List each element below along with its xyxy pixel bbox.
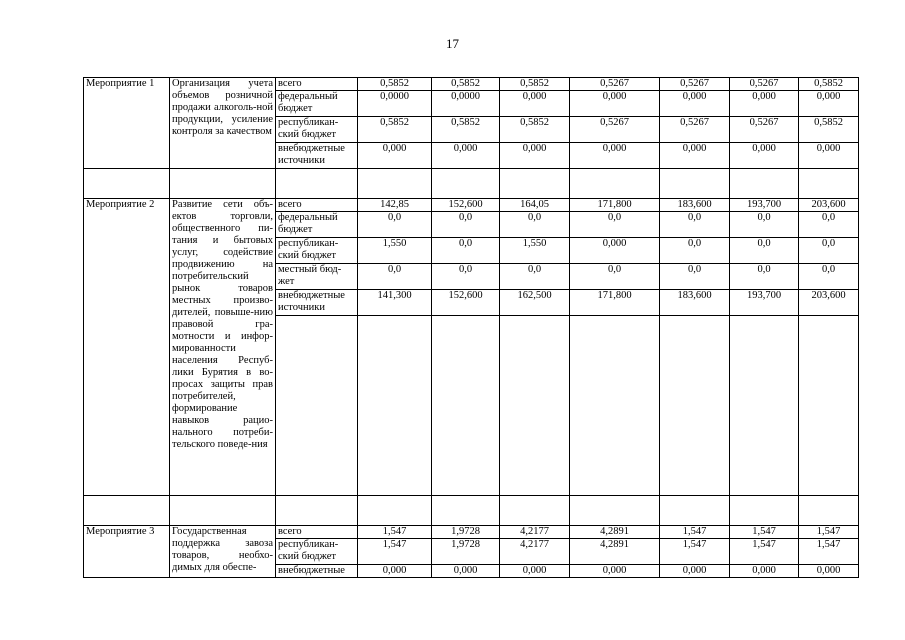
value-cell: 0,000 <box>500 91 570 117</box>
empty-cell <box>660 169 730 199</box>
funding-source: всего <box>276 78 358 91</box>
value-cell: 1,547 <box>358 539 432 565</box>
empty-cell <box>570 316 660 496</box>
value-cell: 0,000 <box>570 238 660 264</box>
value-cell: 1,9728 <box>432 539 500 565</box>
value-cell: 0,5267 <box>570 117 660 143</box>
value-cell: 0,5852 <box>432 117 500 143</box>
value-cell: 0,5852 <box>500 117 570 143</box>
value-cell: 183,600 <box>660 199 730 212</box>
funding-source: местный бюд-жет <box>276 264 358 290</box>
funding-source: внебюджетные источники <box>276 290 358 316</box>
value-cell: 0,5852 <box>432 78 500 91</box>
value-cell: 142,85 <box>358 199 432 212</box>
empty-cell <box>799 316 859 496</box>
value-cell: 0,5267 <box>660 78 730 91</box>
value-cell: 0,0 <box>730 264 799 290</box>
empty-cell <box>358 169 432 199</box>
budget-table <box>83 77 859 578</box>
budget-table-body <box>84 78 859 578</box>
value-cell: 4,2177 <box>500 526 570 539</box>
value-cell: 193,700 <box>730 199 799 212</box>
value-cell: 183,600 <box>660 290 730 316</box>
value-cell: 1,547 <box>799 526 859 539</box>
value-cell: 0,000 <box>570 143 660 169</box>
value-cell: 0,5267 <box>730 78 799 91</box>
empty-cell <box>500 169 570 199</box>
value-cell: 152,600 <box>432 199 500 212</box>
event-label: Мероприятие 2 <box>84 199 170 496</box>
empty-cell <box>432 496 500 526</box>
value-cell: 0,000 <box>358 565 432 578</box>
funding-source: федеральный бюджет <box>276 212 358 238</box>
value-cell: 0,000 <box>660 565 730 578</box>
value-cell: 0,0 <box>660 212 730 238</box>
value-cell: 0,000 <box>660 143 730 169</box>
value-cell: 0,0 <box>730 238 799 264</box>
value-cell: 171,800 <box>570 290 660 316</box>
value-cell: 0,0 <box>799 238 859 264</box>
value-cell: 0,0 <box>358 212 432 238</box>
value-cell: 0,5267 <box>730 117 799 143</box>
value-cell: 171,800 <box>570 199 660 212</box>
event-label: Мероприятие 3 <box>84 526 170 578</box>
value-cell: 0,0 <box>660 264 730 290</box>
value-cell: 162,500 <box>500 290 570 316</box>
empty-cell <box>660 496 730 526</box>
value-cell: 164,05 <box>500 199 570 212</box>
table-row-gap <box>84 496 859 526</box>
empty-cell <box>276 169 358 199</box>
value-cell: 0,000 <box>432 143 500 169</box>
empty-cell <box>730 316 799 496</box>
value-cell: 0,0 <box>358 264 432 290</box>
funding-source: республикан-ский бюджет <box>276 238 358 264</box>
value-cell: 0,5852 <box>799 117 859 143</box>
empty-cell <box>170 169 276 199</box>
value-cell: 203,600 <box>799 199 859 212</box>
empty-cell <box>799 496 859 526</box>
event-description: Государственная поддержка завоза товаров, необхо-димых для обеспе- <box>170 526 276 578</box>
value-cell: 4,2891 <box>570 526 660 539</box>
value-cell: 0,0 <box>799 212 859 238</box>
value-cell: 0,0 <box>432 264 500 290</box>
value-cell: 0,000 <box>358 143 432 169</box>
value-cell: 0,0 <box>500 264 570 290</box>
value-cell: 203,600 <box>799 290 859 316</box>
value-cell: 0,000 <box>432 565 500 578</box>
value-cell: 0,0 <box>660 238 730 264</box>
value-cell: 0,000 <box>730 565 799 578</box>
empty-cell <box>84 169 170 199</box>
value-cell: 0,0 <box>799 264 859 290</box>
empty-cell <box>660 316 730 496</box>
empty-cell <box>799 169 859 199</box>
funding-source: республикан-ский бюджет <box>276 117 358 143</box>
funding-source: внебюджетные <box>276 565 358 578</box>
value-cell: 141,300 <box>358 290 432 316</box>
value-cell: 4,2177 <box>500 539 570 565</box>
empty-cell <box>500 496 570 526</box>
empty-cell <box>570 169 660 199</box>
value-cell: 1,547 <box>660 539 730 565</box>
value-cell: 4,2891 <box>570 539 660 565</box>
funding-source: внебюджетные источники <box>276 143 358 169</box>
value-cell: 0,000 <box>799 91 859 117</box>
value-cell: 0,000 <box>500 565 570 578</box>
value-cell: 0,000 <box>500 143 570 169</box>
value-cell: 1,550 <box>358 238 432 264</box>
value-cell: 0,0000 <box>432 91 500 117</box>
value-cell: 1,547 <box>660 526 730 539</box>
value-cell: 1,547 <box>730 539 799 565</box>
empty-cell <box>570 496 660 526</box>
empty-cell <box>500 316 570 496</box>
value-cell: 0,0 <box>432 212 500 238</box>
value-cell: 0,5267 <box>570 78 660 91</box>
value-cell: 0,5267 <box>660 117 730 143</box>
value-cell: 193,700 <box>730 290 799 316</box>
funding-source: всего <box>276 526 358 539</box>
empty-cell <box>358 496 432 526</box>
empty-cell <box>84 496 170 526</box>
event-label: Мероприятие 1 <box>84 78 170 169</box>
empty-cell <box>432 316 500 496</box>
value-cell: 0,0 <box>570 264 660 290</box>
empty-cell <box>730 169 799 199</box>
empty-cell <box>730 496 799 526</box>
value-cell: 0,0 <box>730 212 799 238</box>
table-row <box>84 526 859 539</box>
value-cell: 0,000 <box>799 143 859 169</box>
value-cell: 0,5852 <box>358 78 432 91</box>
funding-source: республикан-ский бюджет <box>276 539 358 565</box>
value-cell: 0,0 <box>500 212 570 238</box>
table-row-gap <box>84 169 859 199</box>
event-description: Развитие сети объ-ектов торговли, общественного пи-тания и бытовых услуг, содействие продвижению на потребительский рынок товаров местных произво-дителей, повыше-нию правовой гра-мотности и инфор-мированности населения Респуб-лики Бурятия в во-просах защиты прав потребителей, формирование навыков рацио-нального потреби-тельского поведе-ния <box>170 199 276 496</box>
table-row <box>84 199 859 212</box>
value-cell: 0,5852 <box>500 78 570 91</box>
value-cell: 0,000 <box>730 143 799 169</box>
table-row <box>84 78 859 91</box>
value-cell: 0,000 <box>660 91 730 117</box>
funding-source: федеральный бюджет <box>276 91 358 117</box>
value-cell: 1,547 <box>730 526 799 539</box>
empty-cell <box>358 316 432 496</box>
value-cell: 0,5852 <box>799 78 859 91</box>
value-cell: 0,0000 <box>358 91 432 117</box>
value-cell: 0,000 <box>570 565 660 578</box>
value-cell: 1,547 <box>799 539 859 565</box>
empty-cell <box>432 169 500 199</box>
value-cell: 0,000 <box>799 565 859 578</box>
value-cell: 0,5852 <box>358 117 432 143</box>
value-cell: 0,0 <box>570 212 660 238</box>
value-cell: 0,000 <box>570 91 660 117</box>
funding-source: всего <box>276 199 358 212</box>
value-cell: 1,550 <box>500 238 570 264</box>
empty-cell <box>276 496 358 526</box>
value-cell: 1,547 <box>358 526 432 539</box>
value-cell: 1,9728 <box>432 526 500 539</box>
value-cell: 0,0 <box>432 238 500 264</box>
value-cell: 0,000 <box>730 91 799 117</box>
empty-cell <box>276 316 358 496</box>
value-cell: 152,600 <box>432 290 500 316</box>
event-description: Организация учета объемов розничной продажи алкоголь-ной продукции, усиление контроля за качеством <box>170 78 276 169</box>
page-number: 17 <box>446 36 459 51</box>
empty-cell <box>170 496 276 526</box>
